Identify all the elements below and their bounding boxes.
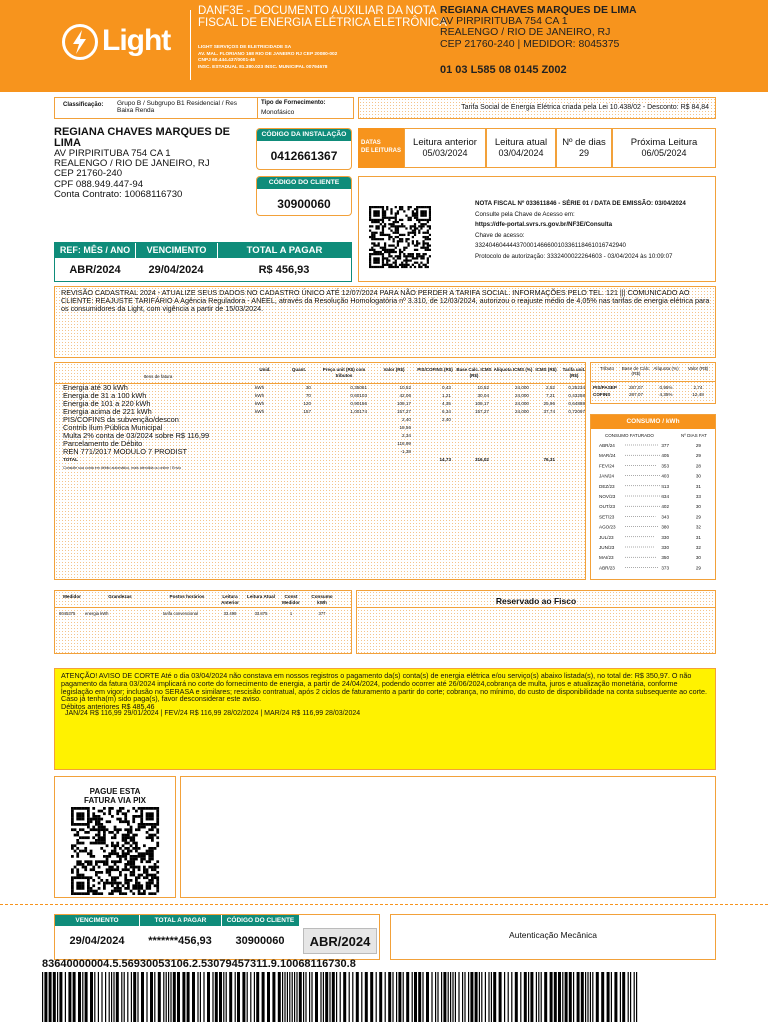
readings-label-2: DE LEITURAS [361,148,402,154]
item-row-2-col-5: 4,35 [442,401,451,406]
item-row-3-col-8: 37,74 [543,409,555,414]
items-header-1: Unid. [259,367,271,372]
tax-row-1-col-1: 287,07 [628,392,644,397]
cut-line [0,904,768,905]
meter-header-0: Medidor [63,594,81,599]
meter-row-col-5: 1 [289,611,293,616]
consumption-days-6: 30 [695,504,701,510]
client-code-box [256,176,352,216]
customer-name-1: REGIANA CHAVES MARQUES DE [54,126,231,138]
mechanical-auth-label: Autenticação Mecânica [509,930,597,940]
consumption-month-5: NOV/23 [599,494,616,499]
nf-key-label: Chave de acesso: [475,231,525,239]
client-code-label: CÓDIGO DO CLIENTE [257,177,351,189]
consumption-value-6: 402 [661,504,669,510]
items-total-label: TOTAL [63,457,78,462]
stub-client-label: CÓDIGO DO CLIENTE [221,915,299,926]
item-row-3-col-5: 6,34 [442,409,451,414]
pix-label-2: FATURA VIA PIX [84,796,146,805]
nf-qr-code-icon [369,197,431,277]
item-row-2-col-2: 120 [303,401,311,406]
consumption-col-1: CONSUMO FATURADO [605,433,654,438]
item-row-1-col-5: 1,21 [442,393,451,398]
consumption-value-10: 330 [661,545,669,550]
item-row-3-col-6: 157,27 [474,409,489,414]
meter-header-3: Leitura Anterior [221,594,239,605]
item-row-3-col-3: 1,00174 [350,409,367,414]
consumption-month-12: ABR/23 [599,565,615,571]
consumption-days-8: 32 [695,524,701,530]
consumption-value-2: 353 [661,463,669,469]
items-header-4: Valor (R$) [383,367,405,372]
warning-debt-list: JAN/24 R$ 116,99 29/01/2024 | FEV/24 R$ 116,99 28/02/2024 | MAR/24 R$ 116,99 28/03/2024 [65,710,361,717]
tax-divider [591,381,715,382]
installation-code-label: CÓDIGO DA INSTALAÇÃO [257,129,351,141]
item-row-8-col-4: -1,38 [400,449,411,454]
pix-info-box [180,776,716,898]
item-row-2-col-7: 24,000 [514,401,529,406]
consumption-value-7: 343 [661,514,669,520]
tax-header-0: Tributo [599,366,615,371]
next-reading: Próxima Leitura 06/05/2024 [612,128,716,168]
item-row-0-col-4: 10,52 [399,385,411,390]
item-row-1-col-3: 0,60103 [350,393,367,398]
installation-code-box [256,128,352,170]
barcode-bars [42,972,637,1022]
qr-modules [71,807,159,895]
meter-header-5: Const Medidor [282,594,300,605]
total-label: TOTAL A PAGAR [217,243,351,258]
consumption-month-3: JAN/24 [599,473,615,479]
meter-row-col-2: tarifa convencional [163,611,198,616]
items-header-6: Base Calc. ICMS (R$) [456,367,492,378]
meter-divider [55,607,351,608]
company-name: LIGHT SERVIÇOS DE ELETRICIDADE SA [198,45,292,50]
tax-row-0-col-2: 0,95% [659,385,673,390]
customer-cep: CEP 21760-240 [54,168,123,180]
social-tariff-box [358,97,716,119]
nf-consult: Consulte pela Chave de Acesso em: [475,210,575,218]
item-row-0-col-3: 0,35061 [350,385,367,390]
installation-code-value: 0412661367 [270,149,338,163]
consumption-month-2: FEV/24 [599,463,615,469]
fisco-label: Reservado ao Fisco [495,596,577,606]
consumption-days-11: 30 [695,555,701,561]
client-code-value: 30900060 [277,197,331,211]
item-row-6-col-0: Multa 2% conta de 03/2024 sobre R$ 116,99 [63,431,210,440]
item-row-1-col-7: 24,000 [514,393,529,398]
consumption-value-1: 405 [661,453,669,459]
item-row-1-col-8: 7,21 [546,393,555,398]
item-row-0-col-7: 24,000 [514,385,529,390]
consumption-days-3: 30 [695,473,701,479]
item-row-1-col-0: Energia de 31 a 100 kWh [63,391,147,400]
ref-label: REF: MÊS / ANO [55,243,135,258]
item-row-0-col-5: 0,43 [442,385,451,390]
header-address-3: CEP 21760-240 | MEDIDOR: 8045375 [440,37,620,50]
stub-total-value: *******456,93 [148,935,212,947]
header-divider [190,10,191,80]
classification-value: Grupo B / Subgrupo B1 Residencial / Res Baixa Renda [117,100,237,114]
days-count: Nº de dias 29 [556,128,612,168]
consumption-days-10: 32 [695,545,701,550]
consumption-month-4: DEZ/23 [599,483,615,489]
item-row-8-col-0: REN 771/2017 MODULO 7 PRODIST [63,447,188,456]
item-row-2-col-3: 0,90156 [350,401,367,406]
items-header-7: Alíquota ICMS (%) [493,367,533,372]
consumption-value-9: 330 [661,534,669,540]
nf-portal-link[interactable]: https://dfe-portal.svrs.rs.gov.br/NF3E/Consulta [475,221,613,228]
barcode-icon [42,972,642,1022]
item-row-5-col-0: Contrib Ilum Pública Municipal [63,423,163,432]
header-address-2: REALENGO / RIO DE JANEIRO, RJ [440,26,611,39]
item-row-1-col-1: kWh [255,393,265,398]
item-row-0-col-8: 2,52 [546,385,555,390]
customer-name-2: LIMA [54,137,81,149]
stub-ref-value: ABR/2024 [303,928,377,954]
due-label: VENCIMENTO [135,243,217,258]
customer-cpf: CPF 088.949.447-94 [54,178,144,190]
consumption-month-10: JUN/23 [599,545,615,550]
readings-bar [358,128,716,168]
doc-title-line-1: DANF3E - DOCUMENTO AUXILIAR DA NOTA [198,5,437,17]
tax-row-0-col-1: 287,07 [628,385,644,390]
items-header-9: Tarifa unit. (R$) [562,367,586,378]
tax-header-2: Alíquota (%) [653,366,679,371]
meter-row-col-1: energia kWh [85,611,109,616]
consumption-title: CONSUMO / kWh [591,415,715,429]
item-row-4-col-5: 2,40 [442,417,451,422]
meter-row-col-6: 377 [318,611,326,616]
item-row-3-col-0: Energia acima de 221 kWh [63,407,152,416]
meter-row-col-3: 33.498 [223,611,237,616]
items-header-0: Itens de fatura [143,374,173,379]
items-footnote: Consulte sua conta em débito automático, mais atendida ou online / Envio [63,466,182,470]
consumption-month-1: MAR/24 [599,453,616,459]
item-row-2-col-9: 0,64888 [568,401,585,406]
consumption-days-4: 31 [695,483,701,489]
item-row-3-col-4: 157,27 [396,409,411,414]
items-table [54,362,586,580]
consumption-days-9: 31 [695,534,701,540]
item-row-7-col-4: 116,99 [397,441,411,446]
item-row-2-col-1: kWh [255,401,265,406]
tax-row-1-col-0: COFINS [593,392,611,397]
consumption-value-8: 380 [661,524,669,530]
social-tariff-text: Tarifa Social de Energia Elétrica criada pela Lei 10.438/02 - Desconto: R$ 84,84 [461,104,709,111]
items-header-2: Quant. [291,367,307,372]
item-row-2-col-8: 25,96 [543,401,555,406]
item-row-6-col-4: 2,34 [402,433,411,438]
items-header-5: PIS/COFINS (R$) [417,367,453,372]
tax-row-0-col-0: PIS/PASEP [593,385,617,390]
due-value: 29/04/2024 [148,264,204,276]
items-header-8: ICMS (R$) [535,367,557,372]
barcode-digits: 83640000004.5.56930053106.2.53079457311.9.10068116730.8 [42,958,356,970]
item-row-1-col-2: 70 [305,393,311,398]
payment-stub [54,914,380,960]
mechanical-auth-box [390,914,716,960]
item-row-0-col-1: kWh [255,385,265,390]
item-row-0-col-0: Energia até 30 kWh [63,383,128,392]
consumption-value-3: 403 [661,473,669,479]
item-row-4-col-4: 2,40 [402,417,411,422]
meter-header-2: Postos horários [169,594,205,599]
pix-box [54,776,176,898]
item-row-2-col-4: 108,17 [396,401,411,406]
consumption-value-5: 434 [661,494,669,499]
meter-header-4: Leitura Atual [247,594,275,599]
nf-key: 33240460444437000146660010336118461016742940 [475,242,626,249]
meter-header-6: Consumo kWh [311,594,333,605]
consumption-days-12: 29 [695,565,701,571]
route-code: 01 03 L585 08 0145 Z002 [440,64,567,76]
previous-reading: Leitura anterior 05/03/2024 [404,128,486,168]
item-row-3-col-7: 24,000 [514,409,529,414]
warning-text: ATENÇÃO! AVISO DE CORTE Até o dia 03/04/2024 não constava em nossos registros o pagamento da(s) conta(s) de energia elétrica e/ou serviço(s) abaixo listada(s), no total de: R$ 350,97. O não pagamento da fatura 03/2024 implicará no corte do fornecimento de energia, a partir de 24/04/2024, podendo ocorrer até 26/06/2024,cobrança de multa, juros e atualização monetária, conforme legislação em vigor; inclusão no SERASA e similares; rescisão contratual, após 2 ciclos de faturamento a partir do corte; cobrança, no mínimo, do custo de disponibilidade na conta subsequente ao corte. Caso já tenha(m) sido paga(s), favor desconsiderar este aviso. [61,671,708,704]
item-row-1-col-6: 30,04 [477,393,489,398]
consumption-month-0: ABR/24 [599,443,615,448]
doc-title-line-2: FISCAL DE ENERGIA ELÉTRICA ELETRÔNICA [198,17,447,29]
customer-block [54,127,250,200]
tax-row-1-col-3: 12,48 [692,392,704,397]
company-address: AV. MAL. FLORIANO 168 RIO DE JANEIRO RJ CEP 20080-002 [198,51,338,57]
meter-table [54,590,352,654]
consumption-month-7: SET/23 [599,514,615,520]
company-registration: INSC. ESTADUAL 81.380.023 INSC. MUNICIPAL 00794678 [198,64,328,70]
tax-row-1-col-2: 4,35% [659,392,673,397]
stub-total-label: TOTAL A PAGAR [139,915,221,926]
item-row-3-col-1: kWh [255,409,265,414]
tax-header-1: Base de Cálc. (R$) [621,366,651,376]
notice-text: REVISÃO CADASTRAL 2024 - ATUALIZE SEUS DADOS NO CADASTRO ÚNICO ATÉ 12/07/2024 PARA NÃO PERDER A TARIFA SOCIAL. INFORMAÇÕES PELO TEL. 121 ||| COMUNICADO AO CLIENTE: REAJUSTE TARIFÁRIO A Agência Reguladora - ANEEL, através da Resolução Homologatória nº 3.310, de 12/03/2024, autorizou o reajuste médio de 4,05% nas tarifas de energia elétrica para os consumidores da Light, com vigência a partir de 15/03/2024. [61,288,710,313]
item-row-3-col-2: 157 [303,409,311,414]
consumption-days-5: 33 [695,494,701,499]
meter-header-1: Grandezas [108,594,132,599]
meter-row-col-0: 8045375 [59,611,76,616]
classification-box [54,97,354,119]
cut-off-warning [54,668,716,770]
consumption-days-2: 28 [695,463,701,469]
consumption-col-2: Nº DIAS FAT [681,433,707,438]
nf-protocol: Protocolo de autorização: 3332400022264603 - 03/04/2024 às 10:09:07 [475,252,673,260]
consumption-history [590,414,716,580]
qr-modules [369,206,431,268]
consumption-value-4: 413 [661,483,669,489]
consumption-month-11: MAI/23 [599,555,614,561]
consumption-chart [591,439,715,579]
current-reading: Leitura atual 03/04/2024 [486,128,556,168]
nf-number: NOTA FISCAL Nº 033611846 - SÉRIE 01 / DATA DE EMISSÃO: 03/04/2024 [475,200,686,207]
consumption-month-9: JUL/23 [599,534,614,540]
consumption-month-8: AGO/23 [599,524,616,530]
supply-type-label: Tipo de Fornecimento: [261,100,326,106]
item-row-2-col-0: Energia de 101 a 220 kWh [63,399,151,408]
consumption-days-7: 29 [695,514,701,520]
item-row-0-col-2: 30 [305,385,311,390]
tax-row-0-col-3: 2,74 [693,385,703,390]
ref-value: ABR/2024 [69,264,121,276]
billing-summary [54,242,352,282]
pix-label-1: PAGUE ESTA [89,787,141,796]
readings-label-1: DATAS [361,140,381,146]
customer-address-1: AV PIRPIRITUBA 754 CA 1 [54,148,171,159]
consumption-month-6: OUT/23 [599,504,616,510]
item-row-2-col-6: 108,17 [474,401,489,406]
consumption-value-11: 350 [661,555,669,561]
stub-client-value: 30900060 [235,935,285,947]
stub-due-value: 29/04/2024 [69,935,125,947]
fisco-box [356,590,716,654]
invoice-block [358,176,716,282]
item-row-5-col-4: 18,56 [399,425,411,430]
items-header-3: Preço unit (R$) com tributos [322,367,366,378]
classification-label: Classificação: [63,102,104,108]
meter-row-col-4: 33.875 [254,611,268,616]
items-total-icms: 76,31 [543,457,555,462]
customer-address-2: REALENGO / RIO DE JANEIRO, RJ [54,158,210,170]
tax-header-3: Valor (R$) [687,366,709,371]
item-row-3-col-9: 0,72097 [568,409,585,414]
item-row-1-col-9: 0,43258 [568,393,585,398]
items-total-base: 316,02 [474,457,489,462]
light-logo-icon [62,24,98,60]
items-total-pis: 14,73 [439,457,451,462]
customer-contract: Conta Contrato: 10068116730 [54,188,183,200]
warning-debts: Débitos anteriores R$ 485,46 [61,702,155,711]
header-address-1: AV PIRPIRITUBA 754 CA 1 [440,15,568,28]
notice-box [54,286,716,358]
item-row-0-col-6: 10,52 [477,385,489,390]
header-customer-name: REGIANA CHAVES MARQUES DE LIMA [440,4,637,16]
item-row-1-col-4: 42,06 [399,393,411,398]
consumption-days-0: 29 [695,443,701,448]
consumption-value-0: 377 [661,443,669,448]
item-row-4-col-0: PIS/COFINS da subvenção/descon [63,415,179,424]
total-value: R$ 456,93 [258,264,310,276]
tax-table [590,362,716,404]
item-row-0-col-9: 0,25234 [568,385,585,390]
stub-due-label: VENCIMENTO [55,915,139,926]
header-bar [0,0,768,92]
consumption-days-1: 29 [695,453,701,459]
consumption-value-12: 373 [661,565,669,571]
item-row-7-col-0: Parcelamento de Débito [63,439,143,448]
supply-type-value: Monofásico [261,109,295,116]
pix-qr-code-icon[interactable] [71,807,161,895]
brand-name: Light [102,24,171,57]
company-cnpj: CNPJ 60.444.437/0001-46 [198,58,256,64]
